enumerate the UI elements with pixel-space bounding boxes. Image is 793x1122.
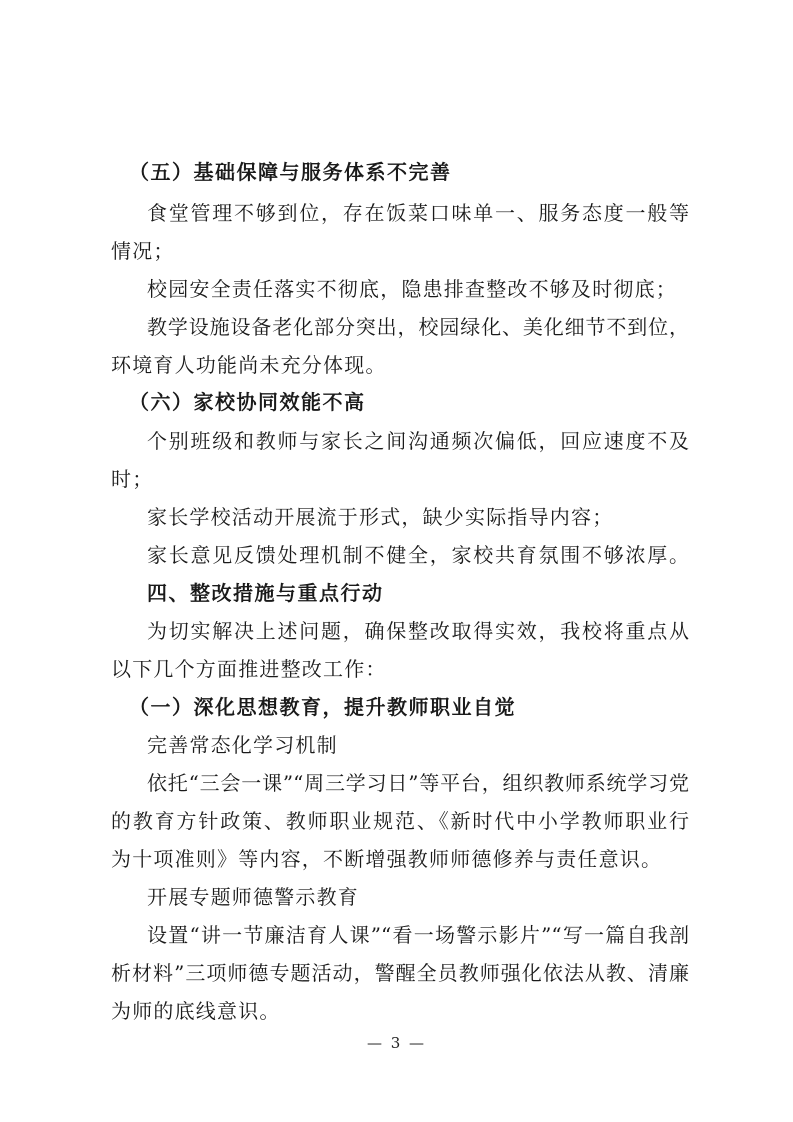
- paragraph-line: 为师的底线意识。: [111, 999, 281, 1023]
- paragraph-line: 析材料”三项师德专题活动，警醒全员教师强化依法从教、清廉: [111, 961, 689, 985]
- paragraph-line: 校园安全责任落实不彻底，隐患排查整改不够及时彻底；: [147, 277, 677, 301]
- paragraph-line: 家长意见反馈处理机制不健全，家校共育氛围不够浓厚。: [147, 543, 689, 567]
- subheading-line: 完善常态化学习机制: [147, 733, 338, 757]
- paragraph-line: 教学设施设备老化部分突出，校园绿化、美化细节不到位，: [147, 315, 689, 339]
- paragraph-line: 依托“三会一课”“周三学习日”等平台，组织教师系统学习党: [147, 771, 689, 795]
- paragraph-line: 为切实解决上述问题，确保整改取得实效，我校将重点从: [147, 619, 689, 643]
- section-heading-5: （五）基础保障与服务体系不完善: [129, 160, 452, 184]
- section-heading-6: （六）家校协同效能不高: [129, 390, 366, 414]
- paragraph-line: 情况；: [111, 239, 175, 263]
- page-number: — 3 —: [366, 1034, 427, 1052]
- paragraph-line: 食堂管理不够到位，存在饭菜口味单一、服务态度一般等: [147, 201, 689, 225]
- paragraph-line: 的教育方针政策、教师职业规范、《新时代中小学教师职业行: [111, 809, 689, 833]
- paragraph-line: 家长学校活动开展流于形式，缺少实际指导内容；: [147, 505, 614, 529]
- paragraph-line: 个别班级和教师与家长之间沟通频次偏低，回应速度不及: [147, 429, 689, 453]
- paragraph-line: 设置“讲一节廉洁育人课”“看一场警示影片”“写一篇自我剖: [147, 923, 689, 947]
- section-heading-1: （一）深化思想教育，提升教师职业自觉: [129, 695, 516, 719]
- subheading-line: 开展专题师德警示教育: [147, 885, 359, 909]
- chapter-heading-4: 四、整改措施与重点行动: [147, 581, 384, 605]
- paragraph-line: 时；: [111, 467, 154, 491]
- paragraph-line: 环境育人功能尚未充分体现。: [111, 353, 387, 377]
- paragraph-line: 以下几个方面推进整改工作：: [111, 657, 387, 681]
- paragraph-line: 为十项准则》等内容，不断增强教师师德修养与责任意识。: [111, 847, 663, 871]
